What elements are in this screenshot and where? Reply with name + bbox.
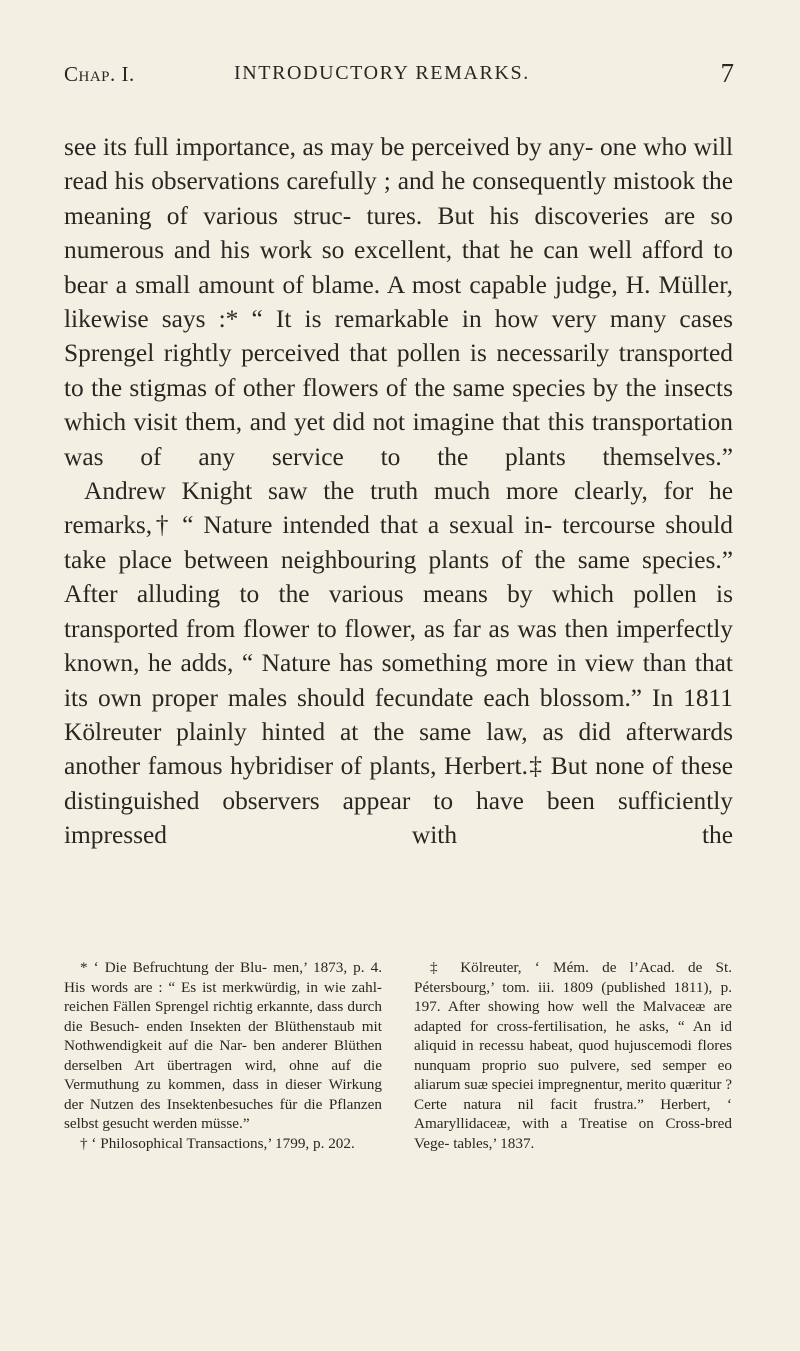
- footnote-dagger: † ‘ Philosophical Transactions,’ 1799, p. 202.: [80, 1134, 355, 1152]
- chapter-label: Chap. I.: [64, 62, 135, 86]
- paragraph: see its full importance, as may be perceived by any- one who will read his observations carefully ; and he consequently mistook the meaning of various struc- tures. But his discoveries are so numerous and his work so excellent, that he can well afford to bear a small amount of blame. A most capable judge, H. Müller, likewise says :* “ It is remarkable in how very many cases Sprengel rightly perceived that pollen is necessarily transported to the stigmas of other flowers of the same species by the insects which visit them, and yet did not imagine that this transportation was of any service to the plants themselves.”: [64, 133, 733, 471]
- footnote-star: * ‘ Die Befruchtung der Blu- men,’ 1873, p. 4. His words are : “ Es ist merkwürdig, in wie zahl- reichen Fällen Sprengel richtig erkannte, dass durch die Besuch- enden Insekten der Blüthenstaub mit Nothwendigkeit auf die Nar- ben anderer Blüthen derselben Art übertragen wird, ohne auf die Vermuthung zu kommen, dass in dieser Wirkung der Nutzen des Insektenbesuches für die Pflanzen selbst gesucht werden müsse.”: [64, 959, 382, 1132]
- paragraph: Andrew Knight saw the truth much more clearly, for he remarks,† “ Nature intended that a sexual in- tercourse should take place between neighbouring plants of the same species.” After alluding to the various means by which pollen is transported from flower to flower, as far as was then imperfectly known, he adds, “ Nature has something more in view than that its own proper males should fecundate each blossom.” In 1811 Kölreuter plainly hinted at the same law, as did afterwards another famous hybridiser of plants, Herbert.‡ But none of these distinguished observers appear to have been sufficiently impressed with the: [64, 477, 733, 850]
- footnote-double-dagger: ‡ Kölreuter, ‘ Mém. de l’Acad. de St. Pétersbourg,’ tom. iii. 1809 (published 1811), p. 197. After showing how well the Malvaceæ are adapted for cross-fertilisation, he asks, “ An id aliquid in recessu habeat, quod hujuscemodi flores nunquam proprio suo pulvere, sed semper eo aliarum suæ speciei impregnentur, merito quæritur ? Certe natura nil facit frustra.” Herbert, ‘ Amaryllidaceæ, with a Treatise on Cross-bred Vege- tables,’ 1837.: [414, 959, 732, 1152]
- footnote-column-left: [64, 958, 382, 1153]
- main-text: [64, 130, 733, 853]
- page-number: 7: [720, 58, 734, 88]
- footnote-column-right: [414, 958, 732, 1153]
- running-title: INTRODUCTORY REMARKS.: [234, 62, 530, 84]
- running-header: [64, 58, 734, 98]
